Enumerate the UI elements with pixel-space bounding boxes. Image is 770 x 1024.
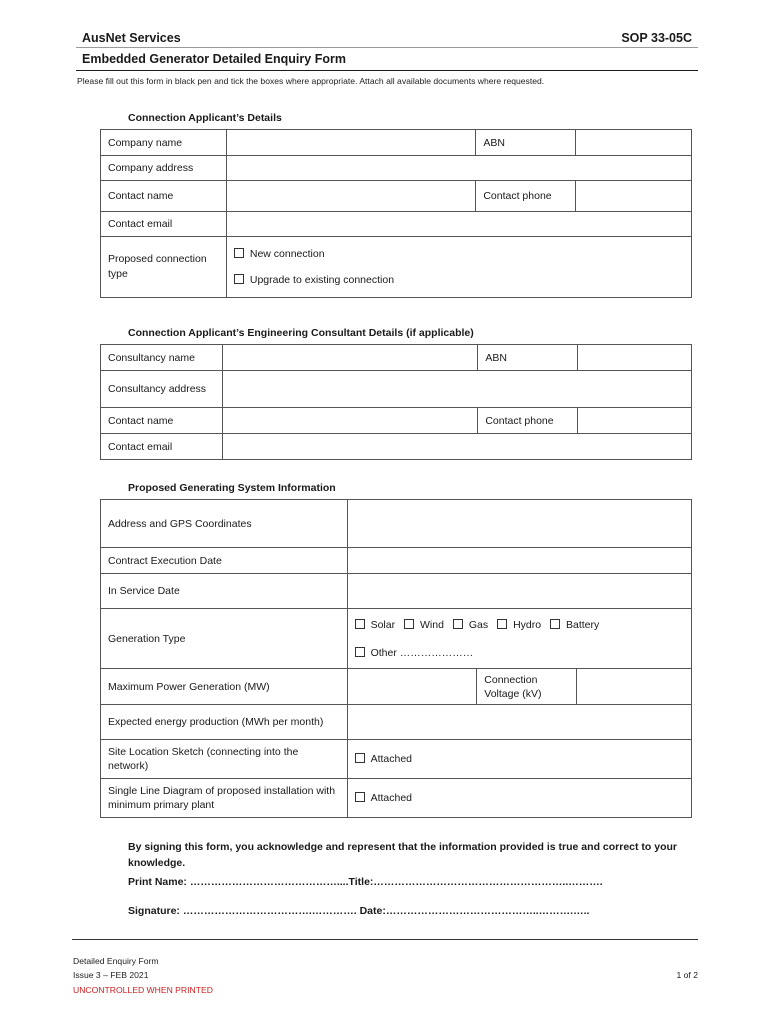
consultant-contact-phone-label: Contact phone	[478, 408, 578, 434]
contact-email-field[interactable]	[226, 212, 691, 237]
contact-name-field[interactable]	[226, 181, 475, 212]
contact-email-label: Contact email	[101, 212, 227, 237]
option-upgrade-label: Upgrade to existing connection	[249, 274, 395, 286]
option-gas[interactable]	[453, 611, 488, 639]
company-address-field[interactable]	[226, 156, 691, 181]
expected-energy-label: Expected energy production (MWh per month)	[101, 705, 348, 740]
consultant-section-title: Connection Applicant’s Engineering Consultant Details (if applicable)	[128, 327, 474, 339]
applicant-section-title: Connection Applicant’s Details	[128, 112, 282, 124]
applicant-table	[100, 129, 692, 298]
option-label: Gas	[468, 618, 489, 631]
footer-uncontrolled: UNCONTROLLED WHEN PRINTED	[73, 985, 213, 995]
declaration-text: By signing this form, you acknowledge and represent that the information provided is true and correct to your knowledge.	[128, 841, 677, 869]
option-label: Solar	[370, 618, 396, 631]
consultant-contact-name-field[interactable]	[222, 408, 477, 434]
in-service-date-label: In Service Date	[101, 574, 348, 609]
checkbox[interactable]	[355, 647, 365, 657]
in-service-date-field[interactable]	[347, 574, 691, 609]
option-label: Hydro	[513, 618, 542, 631]
option-upgrade-connection[interactable]	[234, 267, 684, 293]
checkbox[interactable]	[355, 619, 365, 629]
consultant-contact-name-label: Contact name	[101, 408, 223, 434]
option-label: Wind	[420, 618, 444, 631]
contract-date-field[interactable]	[347, 548, 691, 574]
contact-phone-field[interactable]	[576, 181, 692, 212]
company-name-label: Company name	[101, 130, 227, 156]
generation-type-label: Generation Type	[101, 609, 348, 669]
option-new-connection[interactable]	[234, 241, 684, 267]
option-other[interactable]	[355, 639, 684, 667]
max-power-field[interactable]	[347, 669, 477, 705]
checkbox[interactable]	[355, 792, 365, 802]
connection-type-options	[226, 237, 691, 298]
site-sketch-label: Site Location Sketch (connecting into the network)	[101, 740, 348, 779]
consultant-abn-field[interactable]	[578, 345, 692, 371]
address-gps-field[interactable]	[347, 500, 691, 548]
form-title: Embedded Generator Detailed Enquiry Form	[76, 50, 698, 71]
company-address-label: Company address	[101, 156, 227, 181]
footer-divider	[72, 939, 698, 940]
checkbox[interactable]	[497, 619, 507, 629]
consultant-abn-label: ABN	[478, 345, 578, 371]
checkbox[interactable]	[355, 753, 365, 763]
footer-form-name: Detailed Enquiry Form	[73, 956, 159, 966]
option-wind[interactable]	[404, 611, 444, 639]
generation-type-options	[347, 609, 691, 669]
company-name-field[interactable]	[226, 130, 475, 156]
address-gps-label: Address and GPS Coordinates	[101, 500, 348, 548]
org-name: AusNet Services	[82, 30, 181, 45]
consultancy-name-field[interactable]	[222, 345, 477, 371]
attached-label: Attached	[370, 753, 413, 765]
consultant-contact-phone-field[interactable]	[578, 408, 692, 434]
contact-phone-label: Contact phone	[476, 181, 576, 212]
print-name-title-line[interactable]: Print Name: ……………………………………....Title:………………………………………………..……….	[128, 876, 603, 888]
doc-code: SOP 33-05C	[621, 30, 692, 45]
consultant-table	[100, 344, 692, 460]
abn-label: ABN	[476, 130, 576, 156]
expected-energy-field[interactable]	[347, 705, 691, 740]
generating-table	[100, 499, 692, 818]
option-new-label: New connection	[249, 248, 325, 260]
generation-type-row	[355, 611, 684, 639]
connection-voltage-label: Connection Voltage (kV)	[477, 669, 577, 705]
option-other-label: Other …………………	[370, 646, 474, 659]
checkbox[interactable]	[234, 248, 244, 258]
connection-voltage-field[interactable]	[577, 669, 692, 705]
option-battery[interactable]	[550, 611, 599, 639]
contact-name-label: Contact name	[101, 181, 227, 212]
header-bar	[76, 28, 698, 48]
consultancy-name-label: Consultancy name	[101, 345, 223, 371]
checkbox[interactable]	[453, 619, 463, 629]
connection-type-label: Proposed connection type	[101, 237, 227, 298]
consultant-contact-email-label: Contact email	[101, 434, 223, 460]
consultant-contact-email-field[interactable]	[222, 434, 691, 460]
signature-date-line[interactable]: Signature: ……………………………….…………. Date:……………………………………..……….…..	[128, 905, 590, 917]
checkbox[interactable]	[404, 619, 414, 629]
instructions: Please fill out this form in black pen and tick the boxes where appropriate. Attach all available documents where requested.	[77, 76, 545, 86]
consultancy-address-label: Consultancy address	[101, 371, 223, 408]
option-hydro[interactable]	[497, 611, 541, 639]
generating-section-title: Proposed Generating System Information	[128, 482, 336, 494]
page-number: 1 of 2	[676, 970, 698, 980]
max-power-label: Maximum Power Generation (MW)	[101, 669, 348, 705]
sld-label: Single Line Diagram of proposed installation with minimum primary plant	[101, 779, 348, 818]
contract-date-label: Contract Execution Date	[101, 548, 348, 574]
option-solar[interactable]	[355, 611, 396, 639]
attached-label: Attached	[370, 792, 413, 804]
abn-field[interactable]	[576, 130, 692, 156]
site-sketch-attached[interactable]	[347, 740, 691, 779]
footer-issue: Issue 3 – FEB 2021	[73, 970, 149, 980]
consultancy-address-field[interactable]	[222, 371, 691, 408]
sld-attached[interactable]	[347, 779, 691, 818]
checkbox[interactable]	[550, 619, 560, 629]
option-label: Battery	[566, 618, 600, 631]
checkbox[interactable]	[234, 274, 244, 284]
